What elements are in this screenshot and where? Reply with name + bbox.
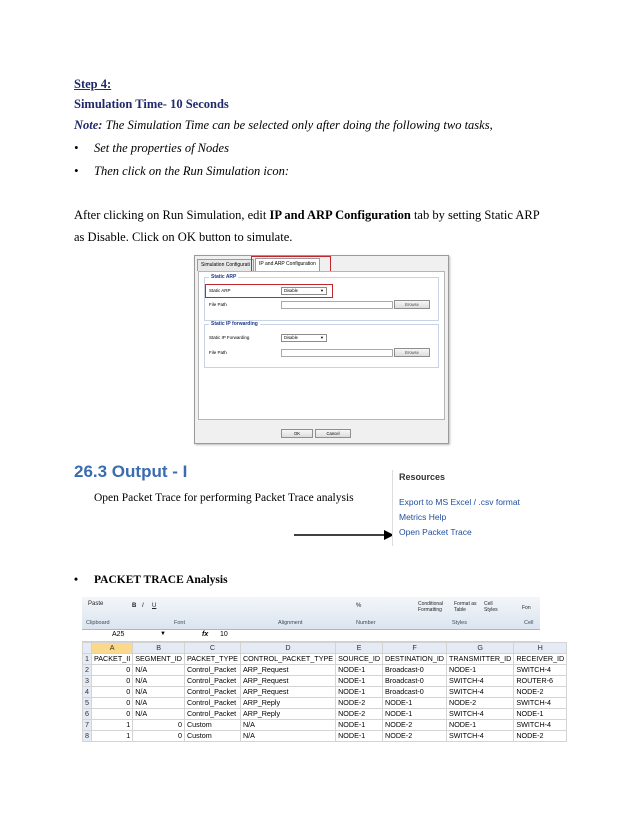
static-ip-group — [204, 324, 439, 368]
table-cell[interactable]: N/A — [240, 720, 335, 731]
ribbon-group-clipboard: Clipboard — [86, 620, 110, 626]
table-cell[interactable]: NODE-2 — [336, 698, 383, 709]
column-header[interactable]: H — [514, 643, 567, 654]
browse-button[interactable]: Browse — [394, 348, 430, 357]
table-cell[interactable]: Custom — [184, 720, 240, 731]
step-heading: Step 4: — [74, 77, 112, 91]
table-cell[interactable]: NODE-1 — [447, 665, 514, 676]
packet-trace-bullet — [74, 572, 228, 588]
simulation-time-label: Simulation Time- 10 Seconds — [74, 97, 229, 111]
column-header[interactable]: G — [447, 643, 514, 654]
table-cell[interactable]: TRANSMITTER_ID — [447, 654, 514, 665]
table-row — [83, 709, 567, 720]
text-span: After clicking on Run Simulation, edit — [74, 208, 270, 222]
bullet-item — [74, 140, 229, 156]
table-cell[interactable]: RECEIVER_ID — [514, 654, 567, 665]
table-cell[interactable]: SOURCE_ID — [336, 654, 383, 665]
section-title: 26.3 Output - I — [74, 462, 188, 481]
text-span: tab by setting Static ARP — [410, 208, 540, 222]
chevron-down-icon: ▼ — [320, 335, 324, 340]
table-cell[interactable]: Broadcast-0 — [383, 687, 447, 698]
table-cell[interactable]: SWITCH-4 — [447, 709, 514, 720]
note-text: The Simulation Time can be selected only after doing the following two tasks, — [102, 118, 493, 132]
table-cell[interactable]: 0 — [133, 720, 185, 731]
table-cell[interactable]: NODE-2 — [447, 698, 514, 709]
table-cell[interactable]: PACKET_TYPE — [184, 654, 240, 665]
table-cell[interactable]: N/A — [133, 676, 185, 687]
table-cell[interactable]: Control_Packet — [184, 709, 240, 720]
table-cell[interactable]: ARP_Request — [240, 687, 335, 698]
table-cell[interactable]: NODE-1 — [383, 698, 447, 709]
cell-styles-button[interactable]: Cell Styles — [484, 601, 498, 613]
arrow-icon — [292, 528, 396, 542]
table-cell[interactable]: ARP_Reply — [240, 709, 335, 720]
row-header[interactable]: 6 — [83, 709, 92, 720]
paragraph-line-2: as Disable. Click on OK button to simulate. — [74, 230, 293, 244]
table-row — [83, 665, 567, 676]
table-cell[interactable]: 0 — [92, 698, 133, 709]
table-row — [83, 698, 567, 709]
table-cell[interactable]: NODE-2 — [383, 731, 447, 742]
spreadsheet-grid — [82, 642, 567, 742]
table-cell[interactable]: N/A — [133, 665, 185, 676]
bullet-dot: • — [74, 164, 79, 178]
table-cell[interactable]: Control_Packet — [184, 698, 240, 709]
cancel-button[interactable]: Cancel — [315, 429, 351, 438]
table-cell[interactable]: NODE-2 — [514, 687, 567, 698]
static-ip-forwarding-label: Static IP Forwarding — [209, 335, 250, 340]
fx-icon[interactable]: fx — [202, 631, 209, 638]
excel-ribbon — [82, 597, 540, 630]
table-cell[interactable]: SWITCH-4 — [514, 665, 567, 676]
row-header[interactable]: 5 — [83, 698, 92, 709]
file-path-label: File Path — [209, 302, 227, 307]
table-row — [83, 731, 567, 742]
name-box[interactable]: A25 — [112, 631, 125, 638]
table-cell[interactable]: Control_Packet — [184, 665, 240, 676]
table-cell[interactable]: NODE-1 — [383, 709, 447, 720]
table-cell[interactable]: Custom — [184, 731, 240, 742]
table-cell[interactable]: SWITCH-4 — [447, 687, 514, 698]
conditional-formatting-button[interactable]: Conditional Formatting — [418, 601, 444, 613]
table-cell[interactable]: N/A — [133, 698, 185, 709]
static-ip-forwarding-select[interactable] — [281, 334, 327, 342]
table-row — [83, 676, 567, 687]
bullet-item — [74, 163, 289, 179]
note-line — [74, 117, 493, 133]
static-ip-value: Disable — [284, 335, 298, 340]
formula-input[interactable]: 10 — [220, 631, 228, 638]
underline-button[interactable]: U — [152, 603, 157, 609]
table-cell[interactable]: NODE-2 — [336, 709, 383, 720]
static-arp-label: Static ARP — [209, 288, 231, 293]
table-cell[interactable]: ARP_Reply — [240, 698, 335, 709]
tab-name-emphasis: IP and ARP Configuration — [269, 208, 411, 222]
table-cell[interactable]: 0 — [92, 687, 133, 698]
column-header[interactable]: D — [240, 643, 335, 654]
row-header[interactable]: 2 — [83, 665, 92, 676]
table-cell[interactable]: NODE-2 — [514, 731, 567, 742]
row-header[interactable]: 3 — [83, 676, 92, 687]
static-arp-highlight-box — [205, 284, 333, 298]
note-label: Note: — [74, 118, 103, 132]
column-header[interactable]: C — [184, 643, 240, 654]
metrics-help-link[interactable]: Metrics Help — [399, 512, 447, 522]
static-arp-group-title: Static ARP — [211, 274, 237, 280]
table-cell[interactable]: NODE-1 — [336, 665, 383, 676]
table-cell[interactable]: NODE-1 — [447, 720, 514, 731]
file-path-input[interactable] — [281, 301, 393, 309]
ribbon-group-font: Font — [174, 620, 186, 626]
table-cell[interactable]: SWITCH-4 — [447, 676, 514, 687]
static-arp-value: Disable — [284, 288, 298, 293]
table-cell[interactable]: 0 — [92, 709, 133, 720]
ribbon-group-styles: Styles — [452, 620, 467, 626]
italic-button[interactable]: I — [142, 603, 144, 609]
ribbon-group-number: Number — [356, 620, 376, 626]
table-cell[interactable]: Broadcast-0 — [383, 665, 447, 676]
bullet-text: Set the properties of Nodes — [94, 141, 229, 155]
column-header[interactable]: E — [336, 643, 383, 654]
table-cell[interactable]: SWITCH-4 — [514, 720, 567, 731]
table-cell[interactable]: N/A — [240, 731, 335, 742]
open-trace-instruction: Open Packet Trace for performing Packet Trace analysis — [94, 492, 354, 504]
table-cell[interactable]: CONTROL_PACKET_TYPE — [240, 654, 335, 665]
table-cell[interactable]: ROUTER-6 — [514, 676, 567, 687]
column-header[interactable]: F — [383, 643, 447, 654]
table-cell[interactable]: NODE-2 — [383, 720, 447, 731]
tab-simulation-configuration[interactable]: Simulation Configurati — [197, 259, 254, 271]
table-cell[interactable]: N/A — [133, 687, 185, 698]
table-cell[interactable]: Control_Packet — [184, 676, 240, 687]
chevron-down-icon: ▼ — [320, 288, 324, 293]
format-as-table-button[interactable]: Format as Table — [454, 601, 477, 613]
table-cell[interactable]: 0 — [92, 665, 133, 676]
table-cell[interactable]: DESTINATION_ID — [383, 654, 447, 665]
table-cell[interactable]: NODE-1 — [336, 676, 383, 687]
row-header[interactable]: 7 — [83, 720, 92, 731]
column-header[interactable]: A — [92, 643, 133, 654]
open-packet-trace-link[interactable]: Open Packet Trace — [399, 527, 472, 537]
browse-button[interactable]: Browse — [394, 300, 430, 309]
table-cell[interactable]: NODE-1 — [336, 731, 383, 742]
excel-packet-trace — [82, 597, 565, 744]
table-row — [83, 720, 567, 731]
tab-ip-arp-configuration[interactable]: IP and ARP Configuration — [255, 258, 320, 271]
bullet-dot: • — [74, 574, 79, 586]
ip-arp-configuration-dialog — [194, 255, 449, 444]
bullet-text: Then click on the Run Simulation icon: — [94, 164, 290, 178]
table-cell[interactable]: N/A — [133, 709, 185, 720]
ribbon-group-alignment: Alignment — [278, 620, 303, 626]
export-to-excel-link[interactable]: Export to MS Excel / .csv format — [399, 497, 520, 507]
table-cell[interactable]: SEGMENT_ID — [133, 654, 185, 665]
table-cell[interactable]: ARP_Request — [240, 676, 335, 687]
table-cell[interactable]: ARP_Request — [240, 665, 335, 676]
table-cell[interactable]: 0 — [133, 731, 185, 742]
row-header[interactable]: 1 — [83, 654, 92, 665]
paragraph-line-1 — [74, 207, 540, 223]
table-cell[interactable]: SWITCH-4 — [447, 731, 514, 742]
select-all-corner[interactable] — [83, 643, 92, 654]
row-header[interactable]: 4 — [83, 687, 92, 698]
column-header-row — [83, 643, 567, 654]
format-button[interactable]: Fon — [522, 605, 531, 611]
table-cell[interactable]: NODE-1 — [336, 720, 383, 731]
table-cell[interactable]: NODE-1 — [336, 687, 383, 698]
table-cell[interactable]: NODE-1 — [514, 709, 567, 720]
chevron-down-icon[interactable]: ▼ — [160, 631, 166, 637]
table-cell[interactable]: SWITCH-4 — [514, 698, 567, 709]
table-cell[interactable]: 0 — [92, 676, 133, 687]
bold-button[interactable]: B — [132, 603, 137, 609]
bullet-text: PACKET TRACE Analysis — [94, 574, 228, 586]
table-cell[interactable]: 1 — [92, 731, 133, 742]
resources-panel — [392, 470, 541, 546]
table-cell[interactable]: Broadcast-0 — [383, 676, 447, 687]
percent-button[interactable]: % — [356, 603, 362, 609]
row-header[interactable]: 8 — [83, 731, 92, 742]
ok-button[interactable]: OK — [281, 429, 313, 438]
table-row — [83, 687, 567, 698]
table-row — [83, 654, 567, 665]
table-cell[interactable]: Control_Packet — [184, 687, 240, 698]
file-path-label: File Path — [209, 350, 227, 355]
bullet-dot: • — [74, 141, 79, 155]
file-path-input[interactable] — [281, 349, 393, 357]
table-cell[interactable]: 1 — [92, 720, 133, 731]
column-header[interactable]: B — [133, 643, 185, 654]
table-cell[interactable]: PACKET_II — [92, 654, 133, 665]
static-ip-group-title: Static IP forwarding — [211, 321, 258, 327]
paste-button[interactable]: Paste — [88, 601, 104, 607]
formula-bar — [82, 630, 540, 642]
resources-heading: Resources — [399, 472, 446, 482]
ribbon-group-cells: Cell — [524, 620, 534, 626]
